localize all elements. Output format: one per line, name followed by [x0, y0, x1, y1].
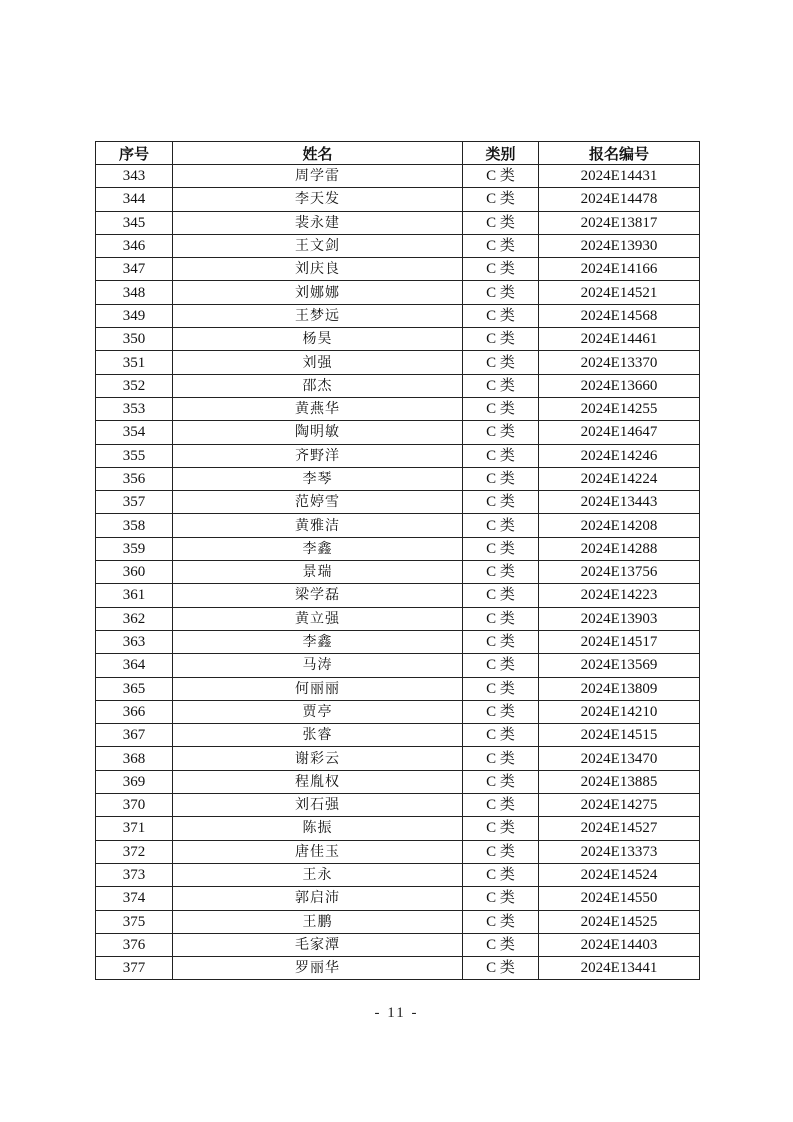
- cell-registration-id: 2024E13903: [539, 607, 700, 630]
- cell-category: C 类: [463, 165, 539, 188]
- cell-name: 贾亭: [173, 700, 463, 723]
- cell-registration-id: 2024E14210: [539, 700, 700, 723]
- table-row: [96, 654, 700, 677]
- cell-registration-id: 2024E13756: [539, 561, 700, 584]
- cell-registration-id: 2024E14461: [539, 328, 700, 351]
- table-row: [96, 444, 700, 467]
- cell-category: C 类: [463, 863, 539, 886]
- cell-name: 范婷雪: [173, 491, 463, 514]
- table-row: [96, 374, 700, 397]
- cell-serial-number: 356: [96, 467, 173, 490]
- cell-name: 李天发: [173, 188, 463, 211]
- cell-registration-id: 2024E13885: [539, 770, 700, 793]
- cell-serial-number: 366: [96, 700, 173, 723]
- cell-name: 齐野洋: [173, 444, 463, 467]
- cell-serial-number: 358: [96, 514, 173, 537]
- cell-registration-id: 2024E13370: [539, 351, 700, 374]
- cell-name: 张睿: [173, 724, 463, 747]
- cell-registration-id: 2024E14288: [539, 537, 700, 560]
- candidate-table: [95, 141, 700, 980]
- cell-registration-id: 2024E14517: [539, 630, 700, 653]
- table-row: [96, 537, 700, 560]
- table-row: [96, 467, 700, 490]
- cell-serial-number: 355: [96, 444, 173, 467]
- cell-category: C 类: [463, 211, 539, 234]
- cell-category: C 类: [463, 817, 539, 840]
- cell-serial-number: 377: [96, 957, 173, 980]
- cell-registration-id: 2024E14527: [539, 817, 700, 840]
- table-row: [96, 794, 700, 817]
- cell-name: 刘强: [173, 351, 463, 374]
- cell-registration-id: 2024E14208: [539, 514, 700, 537]
- table-header-row: [96, 142, 700, 165]
- cell-serial-number: 347: [96, 258, 173, 281]
- cell-registration-id: 2024E14515: [539, 724, 700, 747]
- cell-serial-number: 351: [96, 351, 173, 374]
- table-row: [96, 957, 700, 980]
- cell-category: C 类: [463, 234, 539, 257]
- cell-category: C 类: [463, 584, 539, 607]
- table-row: [96, 165, 700, 188]
- table-row: [96, 770, 700, 793]
- cell-serial-number: 369: [96, 770, 173, 793]
- cell-registration-id: 2024E13660: [539, 374, 700, 397]
- cell-serial-number: 349: [96, 304, 173, 327]
- cell-registration-id: 2024E14521: [539, 281, 700, 304]
- cell-category: C 类: [463, 304, 539, 327]
- cell-category: C 类: [463, 444, 539, 467]
- table-row: [96, 630, 700, 653]
- cell-category: C 类: [463, 491, 539, 514]
- table-row: [96, 188, 700, 211]
- cell-name: 刘石强: [173, 794, 463, 817]
- table-row: [96, 258, 700, 281]
- table-row: [96, 817, 700, 840]
- cell-category: C 类: [463, 421, 539, 444]
- cell-registration-id: 2024E14403: [539, 933, 700, 956]
- table-row: [96, 234, 700, 257]
- cell-category: C 类: [463, 677, 539, 700]
- cell-registration-id: 2024E14568: [539, 304, 700, 327]
- cell-category: C 类: [463, 933, 539, 956]
- cell-registration-id: 2024E13470: [539, 747, 700, 770]
- cell-category: C 类: [463, 258, 539, 281]
- cell-registration-id: 2024E13809: [539, 677, 700, 700]
- cell-name: 陶明敏: [173, 421, 463, 444]
- cell-category: C 类: [463, 514, 539, 537]
- cell-name: 唐佳玉: [173, 840, 463, 863]
- cell-registration-id: 2024E14524: [539, 863, 700, 886]
- cell-serial-number: 348: [96, 281, 173, 304]
- cell-serial-number: 353: [96, 397, 173, 420]
- cell-name: 黄燕华: [173, 397, 463, 420]
- table-row: [96, 677, 700, 700]
- cell-category: C 类: [463, 607, 539, 630]
- cell-name: 陈振: [173, 817, 463, 840]
- cell-category: C 类: [463, 281, 539, 304]
- cell-registration-id: 2024E13569: [539, 654, 700, 677]
- table-row: [96, 840, 700, 863]
- table-row: [96, 910, 700, 933]
- table-row: [96, 747, 700, 770]
- table-row: [96, 700, 700, 723]
- cell-registration-id: 2024E14525: [539, 910, 700, 933]
- cell-category: C 类: [463, 724, 539, 747]
- cell-serial-number: 361: [96, 584, 173, 607]
- cell-category: C 类: [463, 188, 539, 211]
- cell-name: 刘庆良: [173, 258, 463, 281]
- header-name: 姓名: [173, 142, 463, 165]
- cell-category: C 类: [463, 467, 539, 490]
- cell-serial-number: 346: [96, 234, 173, 257]
- table-row: [96, 514, 700, 537]
- cell-category: C 类: [463, 887, 539, 910]
- cell-category: C 类: [463, 351, 539, 374]
- table-row: [96, 933, 700, 956]
- cell-category: C 类: [463, 840, 539, 863]
- table-body: [96, 165, 700, 980]
- cell-name: 梁学磊: [173, 584, 463, 607]
- cell-serial-number: 372: [96, 840, 173, 863]
- header-registration-id: 报名编号: [539, 142, 700, 165]
- cell-category: C 类: [463, 747, 539, 770]
- cell-serial-number: 370: [96, 794, 173, 817]
- cell-name: 王鹏: [173, 910, 463, 933]
- cell-registration-id: 2024E14275: [539, 794, 700, 817]
- cell-category: C 类: [463, 794, 539, 817]
- cell-serial-number: 360: [96, 561, 173, 584]
- cell-category: C 类: [463, 561, 539, 584]
- cell-name: 黄雅洁: [173, 514, 463, 537]
- cell-name: 景瑞: [173, 561, 463, 584]
- cell-registration-id: 2024E14255: [539, 397, 700, 420]
- cell-serial-number: 343: [96, 165, 173, 188]
- cell-serial-number: 362: [96, 607, 173, 630]
- table-row: [96, 561, 700, 584]
- cell-registration-id: 2024E13441: [539, 957, 700, 980]
- cell-serial-number: 364: [96, 654, 173, 677]
- cell-name: 郭启沛: [173, 887, 463, 910]
- cell-category: C 类: [463, 397, 539, 420]
- cell-name: 马涛: [173, 654, 463, 677]
- cell-category: C 类: [463, 374, 539, 397]
- cell-name: 谢彩云: [173, 747, 463, 770]
- cell-name: 刘娜娜: [173, 281, 463, 304]
- cell-name: 罗丽华: [173, 957, 463, 980]
- cell-serial-number: 374: [96, 887, 173, 910]
- cell-category: C 类: [463, 957, 539, 980]
- header-category: 类别: [463, 142, 539, 165]
- cell-serial-number: 371: [96, 817, 173, 840]
- cell-name: 杨昊: [173, 328, 463, 351]
- cell-name: 何丽丽: [173, 677, 463, 700]
- cell-serial-number: 350: [96, 328, 173, 351]
- page-number: - 11 -: [374, 1005, 419, 1021]
- cell-serial-number: 363: [96, 630, 173, 653]
- cell-serial-number: 352: [96, 374, 173, 397]
- cell-serial-number: 367: [96, 724, 173, 747]
- table-row: [96, 724, 700, 747]
- cell-registration-id: 2024E13930: [539, 234, 700, 257]
- cell-registration-id: 2024E14431: [539, 165, 700, 188]
- table-row: [96, 328, 700, 351]
- cell-category: C 类: [463, 654, 539, 677]
- cell-name: 李琴: [173, 467, 463, 490]
- cell-serial-number: 373: [96, 863, 173, 886]
- cell-registration-id: 2024E13817: [539, 211, 700, 234]
- table-row: [96, 607, 700, 630]
- cell-registration-id: 2024E14246: [539, 444, 700, 467]
- cell-registration-id: 2024E14550: [539, 887, 700, 910]
- cell-serial-number: 365: [96, 677, 173, 700]
- cell-name: 李鑫: [173, 630, 463, 653]
- table-row: [96, 584, 700, 607]
- cell-registration-id: 2024E14478: [539, 188, 700, 211]
- cell-name: 王永: [173, 863, 463, 886]
- cell-serial-number: 344: [96, 188, 173, 211]
- cell-registration-id: 2024E14647: [539, 421, 700, 444]
- table-row: [96, 304, 700, 327]
- cell-name: 王文剑: [173, 234, 463, 257]
- cell-name: 李鑫: [173, 537, 463, 560]
- table-row: [96, 421, 700, 444]
- cell-name: 程胤权: [173, 770, 463, 793]
- table-row: [96, 351, 700, 374]
- cell-category: C 类: [463, 630, 539, 653]
- table-row: [96, 863, 700, 886]
- cell-name: 裴永建: [173, 211, 463, 234]
- cell-serial-number: 368: [96, 747, 173, 770]
- cell-category: C 类: [463, 770, 539, 793]
- cell-serial-number: 357: [96, 491, 173, 514]
- table-row: [96, 211, 700, 234]
- table-row: [96, 491, 700, 514]
- cell-registration-id: 2024E14166: [539, 258, 700, 281]
- cell-name: 邵杰: [173, 374, 463, 397]
- cell-registration-id: 2024E13373: [539, 840, 700, 863]
- table-row: [96, 887, 700, 910]
- cell-category: C 类: [463, 328, 539, 351]
- cell-category: C 类: [463, 700, 539, 723]
- cell-serial-number: 345: [96, 211, 173, 234]
- cell-serial-number: 354: [96, 421, 173, 444]
- cell-serial-number: 375: [96, 910, 173, 933]
- table-row: [96, 397, 700, 420]
- cell-registration-id: 2024E13443: [539, 491, 700, 514]
- cell-serial-number: 376: [96, 933, 173, 956]
- cell-name: 黄立强: [173, 607, 463, 630]
- cell-registration-id: 2024E14224: [539, 467, 700, 490]
- cell-category: C 类: [463, 910, 539, 933]
- cell-category: C 类: [463, 537, 539, 560]
- table-row: [96, 281, 700, 304]
- cell-serial-number: 359: [96, 537, 173, 560]
- header-serial-number: 序号: [96, 142, 173, 165]
- cell-name: 王梦远: [173, 304, 463, 327]
- cell-name: 周学雷: [173, 165, 463, 188]
- cell-name: 毛家潭: [173, 933, 463, 956]
- cell-registration-id: 2024E14223: [539, 584, 700, 607]
